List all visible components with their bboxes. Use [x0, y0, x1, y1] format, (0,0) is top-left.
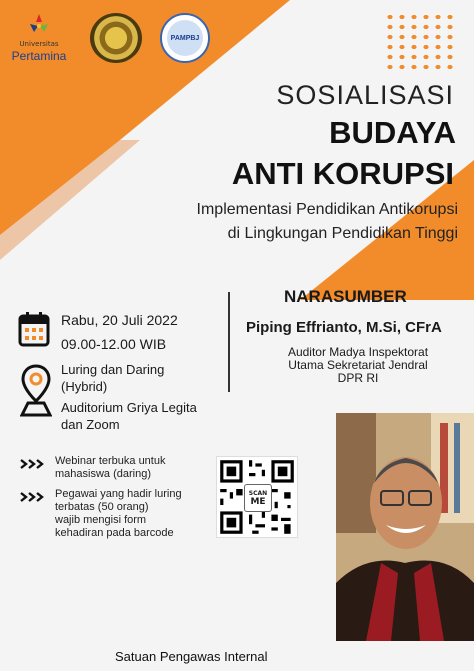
- divider-line: [228, 292, 230, 392]
- note-pegawai-line-1: Pegawai yang hadir luring: [55, 488, 182, 500]
- title-line-1: SOSIALISASI: [276, 80, 454, 110]
- event-mode-line-2: (Hybrid): [61, 379, 108, 394]
- qr-me-text: ME: [250, 497, 266, 507]
- event-mode-line-1: Luring dan Daring: [61, 362, 165, 377]
- note-pegawai-line-2: terbatas (50 orang): [55, 501, 149, 513]
- universitas-pertamina-logo: [6, 10, 72, 66]
- speaker-label: NARASUMBER: [284, 287, 407, 306]
- qr-scan-label: [244, 484, 272, 512]
- note-pegawai-line-3: wajib mengisi form: [55, 514, 147, 526]
- logo-row: [6, 10, 210, 66]
- pertamina-mark-icon: [26, 12, 52, 38]
- event-venue: [61, 399, 197, 433]
- note-webinar: [55, 455, 165, 481]
- subtitle-line-2: di Lingkungan Pendidikan Tinggi: [227, 225, 458, 242]
- logo-text-name: Pertamina: [11, 49, 67, 63]
- chevron-arrow-icon: [20, 492, 46, 502]
- event-venue-line-1: Auditorium Griya Legita: [61, 400, 197, 415]
- speaker-photo: [336, 413, 474, 641]
- calendar-icon: [18, 311, 50, 347]
- footer-organizer: Satuan Pengawas Internal: [115, 649, 268, 664]
- event-time: 09.00-12.00 WIB: [61, 336, 167, 352]
- speaker-role-line-2: Utama Sekretariat Jendral: [288, 358, 428, 372]
- chevron-arrow-icon: [20, 459, 46, 469]
- speaker-role: [253, 346, 463, 385]
- dpr-emblem-logo: [90, 13, 142, 63]
- speaker-role-line-3: DPR RI: [337, 371, 379, 385]
- event-venue-line-2: dan Zoom: [61, 417, 120, 432]
- note-webinar-line-1: Webinar terbuka untuk: [55, 455, 166, 467]
- event-mode: [61, 361, 164, 395]
- note-pegawai-line-4: kehadiran pada barcode: [55, 527, 174, 539]
- speaker-portrait-illustration: [336, 413, 474, 641]
- pampbj-logo: [160, 13, 210, 63]
- decorative-dot-grid: [384, 12, 456, 72]
- note-pegawai: [55, 488, 182, 540]
- subtitle-line-1: Implementasi Pendidikan Antikorupsi: [196, 201, 458, 218]
- title-line-3: ANTI KORUPSI: [231, 156, 454, 191]
- qr-scan-text: SCAN: [248, 490, 268, 497]
- speaker-name: Piping Effrianto, M.Si, CFrA: [246, 319, 442, 336]
- event-date: Rabu, 20 Juli 2022: [61, 312, 178, 328]
- pampbj-logo-text: PAMPBJ: [167, 20, 203, 56]
- title-line-2: BUDAYA: [329, 115, 456, 150]
- speaker-role-line-1: Auditor Madya Inspektorat: [287, 345, 429, 359]
- qr-code[interactable]: [216, 456, 298, 538]
- logo-text-small: Universitas: [19, 40, 59, 48]
- note-webinar-line-2: mahasiswa (daring): [55, 468, 151, 480]
- map-pin-icon: [20, 363, 52, 417]
